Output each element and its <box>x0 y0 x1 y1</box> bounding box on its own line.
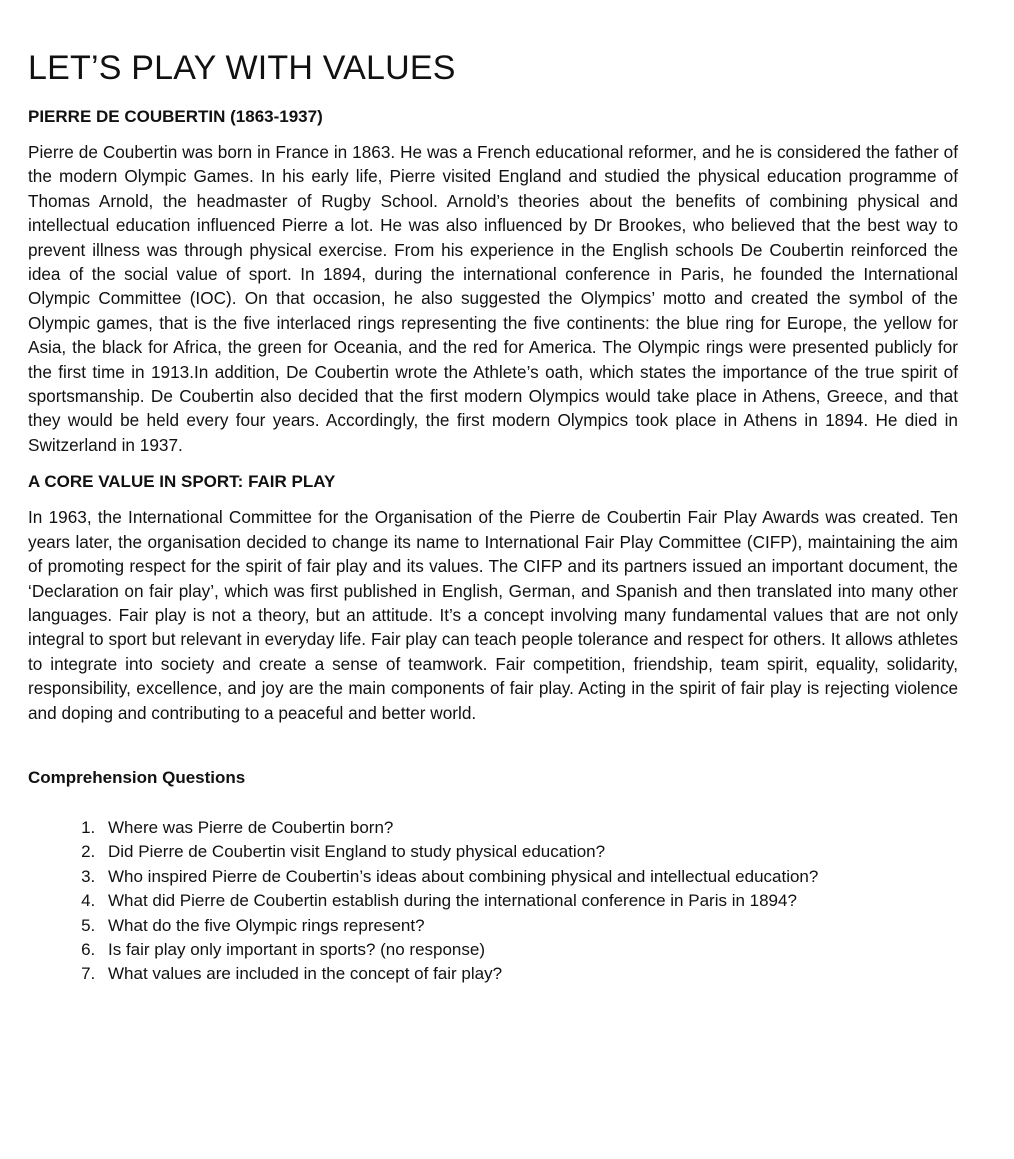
section-heading-coubertin: PIERRE DE COUBERTIN (1863-1937) <box>28 107 323 126</box>
section-heading-fair-play: A CORE VALUE IN SPORT: FAIR PLAY <box>28 472 336 492</box>
question-item: 7. What values are included in the concept of fair play? <box>100 962 958 986</box>
question-item: 5. What do the five Olympic rings represent? <box>100 914 958 938</box>
question-item: 1. Where was Pierre de Coubertin born? <box>100 816 958 840</box>
question-item: 3. Who inspired Pierre de Coubertin’s ideas about combining physical and intellectual education? <box>100 865 958 889</box>
question-item: 4. What did Pierre de Coubertin establish during the international conference in Paris in 1894? <box>100 889 958 913</box>
question-item: 6. Is fair play only important in sports? (no response) <box>100 938 958 962</box>
paragraph-fair-play: In 1963, the International Committee for the Organisation of the Pierre de Coubertin Fair Play Awards was created. Ten years later, the organisation decided to change its name to International Fair Play Committee (CIFP), maintaining the aim of promoting respect for the spirit of fair play and its values. The CIFP and its partners issued an important document, the ‘Declaration on fair play’, which was first published in English, German, and Spanish and then translated into many other languages. Fair play is not a theory, but an attitude. It’s a concept involving many fundamental values that are not only integral to sport but relevant in everyday life. Fair play can teach people tolerance and respect for others. It allows athletes to integrate into society and create a sense of teamwork. Fair competition, friendship, team spirit, equality, solidarity, responsibility, excellence, and joy are the main components of fair play. Acting in the spirit of fair play is rejecting violence and doping and contributing to a peaceful and better world. <box>28 507 958 723</box>
questions-list <box>28 816 958 987</box>
questions-heading: Comprehension Questions <box>28 767 246 787</box>
page-title: LET’S PLAY WITH VALUES <box>28 49 456 87</box>
question-item: 2. Did Pierre de Coubertin visit England to study physical education? <box>100 840 958 864</box>
paragraph-coubertin: Pierre de Coubertin was born in France in 1863. He was a French educational reformer, and he is considered the father of the modern Olympic Games. In his early life, Pierre visited England and studied the physical education programme of Thomas Arnold, the headmaster of Rugby School. Arnold’s theories about the benefits of combining physical and intellectual education influenced Pierre a lot. He was also influenced by Dr Brookes, who believed that the best way to prevent illness was through physical exercise. From his experience in the English schools De Coubertin reinforced the idea of the social value of sport. In 1894, during the international conference in Paris, he founded the International Olympic Committee (IOC). On that occasion, he also suggested the Olympics’ motto and created the symbol of the Olympic games, that is the five interlaced rings representing the five continents: the blue ring for Europe, the yellow for Asia, the black for Africa, the green for Oceania, and the red for America. The Olympic rings were presented publicly for the first time in 1913.In addition, De Coubertin wrote the Athlete’s oath, which states the importance of the true spirit of sportsmanship. De Coubertin also decided that the first modern Olympics would take place in Athens, Greece, and that they would be held every four years. Accordingly, the first modern Olympics took place in Athens in 1894. He died in Switzerland in 1937. <box>28 142 958 455</box>
